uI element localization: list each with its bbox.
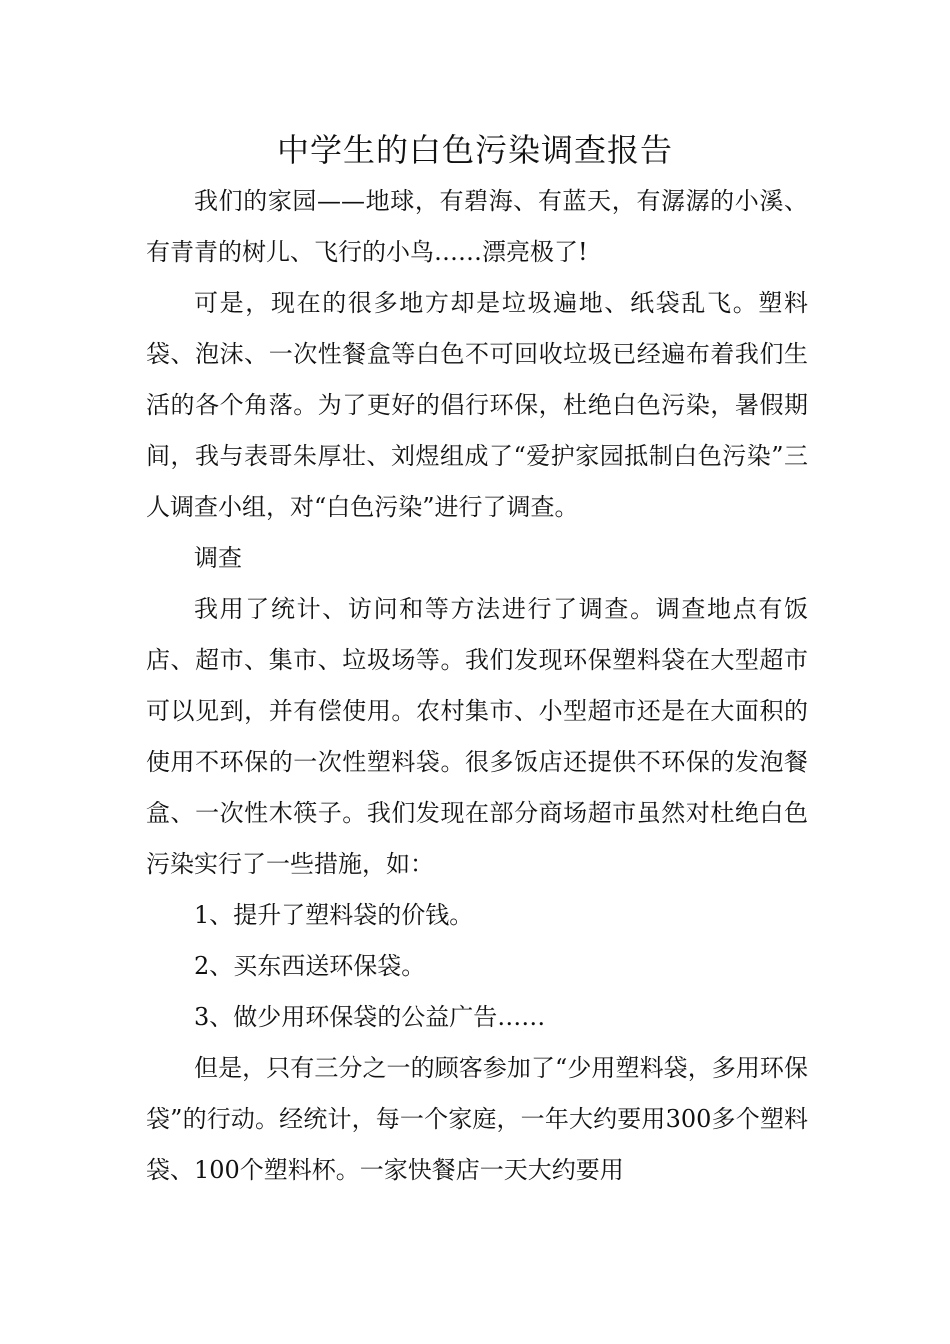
paragraph-statistics: 但是，只有三分之一的顾客参加了“少用塑料袋，多用环保袋”的行动。经统计，每一个家庭，一年大约要用300多个塑料袋、100个塑料杯。一家快餐店一天大约要用 <box>146 1054 808 1184</box>
list-item-3: 3、做少用环保袋的公益广告…… <box>194 1003 546 1031</box>
paragraph-survey-method: 我用了统计、访问和等方法进行了调查。调查地点有饭店、超市、集市、垃圾场等。我们发现环保塑料袋在大型超市可以见到，并有偿使用。农村集市、小型超市还是在大面积的使用不环保的一次性塑料袋。很多饭店还提供不环保的发泡餐盒、一次性木筷子。我们发现在部分商场超市虽然对杜绝白色污染实行了一些措施，如： <box>146 595 808 878</box>
paragraph-intro: 我们的家园——地球，有碧海、有蓝天，有潺潺的小溪、有青青的树儿、飞行的小鸟……漂亮极了! <box>146 187 808 266</box>
section-heading-survey: 调查 <box>194 544 242 572</box>
document-title: 中学生的白色污染调查报告 <box>276 131 673 169</box>
list-item-2: 2、买东西送环保袋。 <box>194 952 426 980</box>
document-body <box>146 176 808 1196</box>
list-item-1: 1、提升了塑料袋的价钱。 <box>194 901 474 929</box>
paragraph-background: 可是，现在的很多地方却是垃圾遍地、纸袋乱飞。塑料袋、泡沫、一次性餐盒等白色不可回收垃圾已经遍布着我们生活的各个角落。为了更好的倡行环保，杜绝白色污染，暑假期间，我与表哥朱厚壮、刘煜组成了“爱护家园抵制白色污染”三人调查小组，对“白色污染”进行了调查。 <box>146 289 808 521</box>
